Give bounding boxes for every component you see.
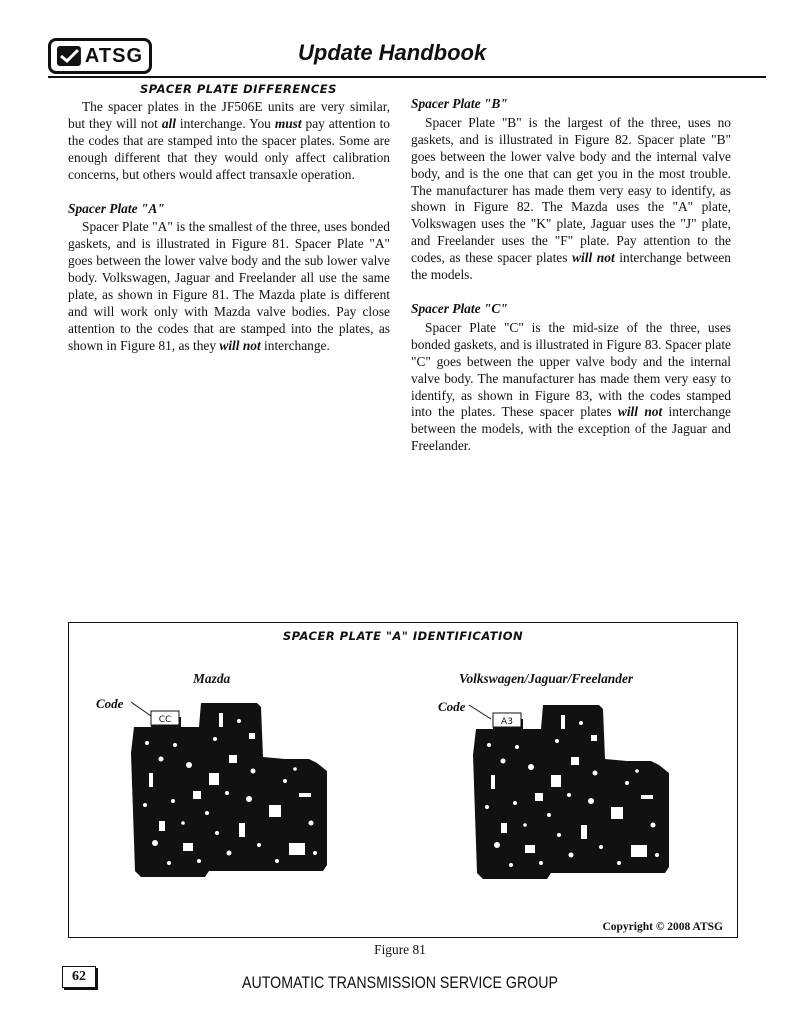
plate-c-heading: Spacer Plate "C" (411, 300, 508, 316)
header-rule (48, 76, 766, 78)
plate-a-heading: Spacer Plate "A" (68, 200, 165, 216)
plate-c-paragraph: Spacer Plate "C" is the mid-size of the three, uses bonded gaskets, and is illustrated in Figure 83. Spacer plate "C" goes between the upper valve body and the internal valve body. The manufacturer has made them very easy to identify, as shown in Figure 83, with the codes stamped into the plates. These spacer plates will not interchange between the models, with the exception of the Jaguar and Freelander. (411, 319, 731, 454)
vw-code-label: Code (438, 699, 466, 714)
vw-spacer-plate (431, 695, 681, 895)
figure-81-box (68, 622, 738, 938)
page-title: Update Handbook (298, 40, 487, 65)
mazda-code: CC (158, 715, 172, 725)
intro-paragraph: The spacer plates in the JF506E units are very similar, but they will not all interchange. You must pay attention to the codes that are stamped into the spacer plates. Some are enough different that they would only affect calibration concerns, but others would affect transaxle operation. (68, 99, 391, 182)
atsg-logo (48, 38, 152, 74)
checkmark-icon (57, 46, 81, 66)
section-title: SPACER PLATE DIFFERENCES (140, 82, 337, 96)
figure-caption: Figure 81 (374, 942, 426, 957)
mazda-label: Mazda (193, 671, 231, 686)
figure-title: SPACER PLATE "A" IDENTIFICATION (282, 629, 524, 643)
footer-org: AUTOMATIC TRANSMISSION SERVICE GROUP (242, 974, 558, 992)
mazda-spacer-plate (89, 693, 339, 893)
plate-b-heading: Spacer Plate "B" (411, 96, 508, 111)
left-column (68, 99, 390, 355)
plate-a-paragraph: Spacer Plate "A" is the smallest of the three, uses bonded gaskets, and is illustrated in Figure 81. Spacer Plate "A" goes between the lower valve body and the sub lower valve body. Volkswagen, Jaguar and Freelander all use the same plate, as shown in Figure 81. The Mazda plate is different and will work only with Mazda valve bodies. Pay close attention to the codes that are stamped into the plates, as shown in Figure 81, as they will not interchange. (68, 219, 390, 353)
mazda-code-label: Code (96, 696, 124, 711)
plate-b-paragraph: Spacer Plate "B" is the largest of the three, uses no gaskets, and is illustrated in Figure 82. Spacer plate "B" goes between the lower valve body and the internal valve body, and is the one that can get you in the most trouble. The manufacturer has made them very easy to identify, as shown in Figure 82. The Mazda uses the "A" plate, Volkswagen uses the "K" plate, Jaguar uses the "J" plate, and Freelander uses the "F" plate. Pay attention to the codes, as these spacer plates will not interchange between the models. (411, 114, 731, 283)
page-number: 62 (62, 966, 96, 988)
right-column (411, 96, 731, 455)
vw-code: A3 (501, 717, 513, 727)
copyright: Copyright © 2008 ATSG (602, 921, 723, 933)
logo-text: ATSG (84, 44, 143, 67)
vw-jaguar-freelander-label: Volkswagen/Jaguar/Freelander (459, 671, 634, 686)
